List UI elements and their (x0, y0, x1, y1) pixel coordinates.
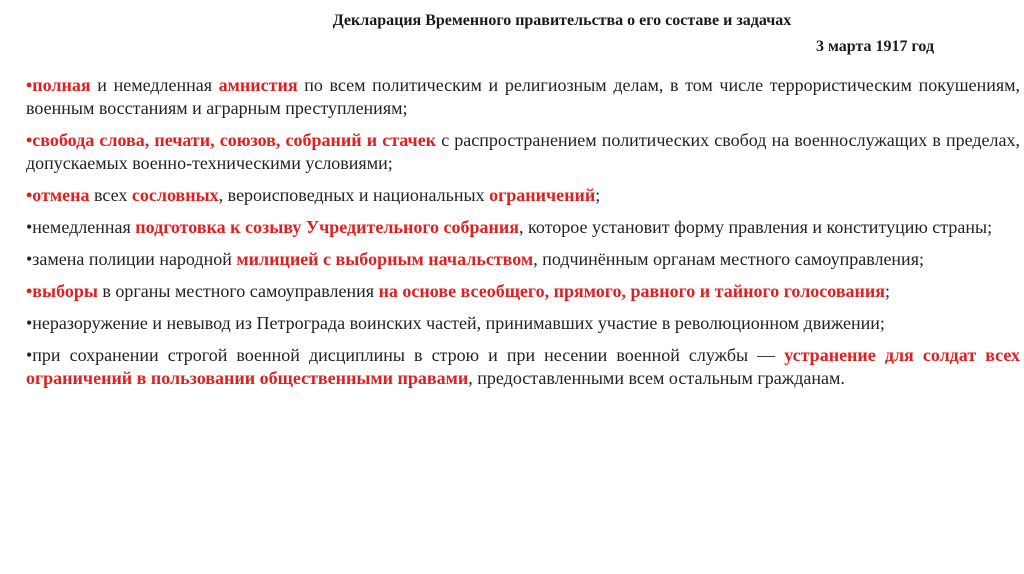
text-highlight: •отмена (26, 185, 90, 205)
declaration-list (26, 74, 1020, 399)
text-segment: , предоставленными всем остальным гражданам. (468, 368, 845, 388)
text-highlight: устранение для солдат всех ограничений в пользовании общественными правами (26, 345, 1020, 388)
text-highlight: сословных (131, 185, 219, 205)
list-item (26, 280, 1020, 303)
list-item (26, 312, 1020, 335)
text-highlight: ограничений (489, 185, 596, 205)
list-item (26, 184, 1020, 207)
text-highlight: милицией с выборным начальством (236, 249, 534, 269)
page-title: Декларация Временного правительства о его составе и задачах (332, 12, 792, 29)
text-highlight: подготовка к созыву Учредительного собрания (135, 217, 520, 237)
text-highlight: •свобода слова, печати, союзов, собраний и стачек (26, 130, 437, 150)
text-highlight: на основе всеобщего, прямого, равного и тайного голосования (378, 281, 886, 301)
list-item (26, 74, 1020, 120)
text-segment: с распространением политических свобод на военнослужащих в пределах, допускаемых военно-техническими условиями; (26, 130, 1020, 173)
text-segment: ; (885, 281, 891, 301)
text-segment: , которое установит форму правления и конституцию страны; (519, 217, 993, 237)
text-highlight: амнистия (218, 75, 298, 95)
list-item (26, 129, 1020, 175)
list-item (26, 248, 1020, 271)
list-item (26, 216, 1020, 239)
text-segment: в органы местного самоуправления (97, 281, 379, 301)
text-segment: всех (89, 185, 132, 205)
text-segment: •замена полиции народной (26, 249, 237, 269)
text-highlight: •выборы (26, 281, 98, 301)
document-date: 3 марта 1917 год (816, 38, 935, 55)
text-segment: , вероисповедных и национальных (218, 185, 490, 205)
text-segment: •неразоружение и невывод из Петрограда воинских частей, принимавших участие в революционном движении; (26, 313, 885, 333)
text-highlight: •полная (26, 75, 91, 95)
text-segment: , подчинённым органам местного самоуправления; (533, 249, 924, 269)
text-segment: по всем политическим и религиозным делам, в том числе террористическим покушениям, военным восстаниям и аграрным преступлениям; (26, 75, 1020, 118)
list-item (26, 344, 1020, 390)
text-segment: и немедленная (90, 75, 219, 95)
text-segment: •немедленная (26, 217, 136, 237)
text-segment: ; (595, 185, 601, 205)
text-segment: •при сохранении строгой военной дисциплины в строю и при несении военной службы — (26, 345, 785, 365)
